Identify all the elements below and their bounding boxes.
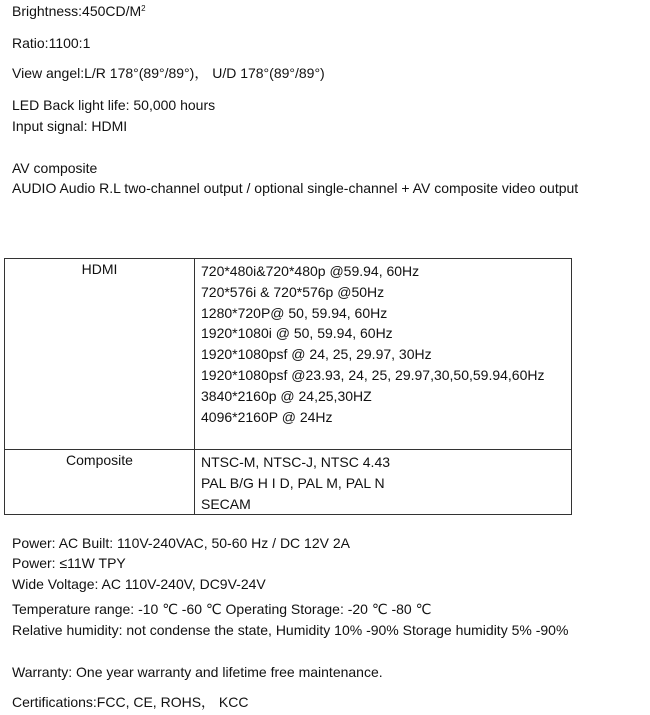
wide-voltage-spec: Wide Voltage: AC 110V-240V, DC9V-24V xyxy=(12,576,266,592)
composite-label: Composite xyxy=(5,450,195,515)
hdmi-format-item: 720*480i&720*480p @59.94, 60Hz xyxy=(201,263,420,279)
input-signal-spec: Input signal: HDMI xyxy=(12,118,128,134)
table-row-hdmi xyxy=(5,259,572,450)
signal-format-table xyxy=(4,258,572,515)
led-life-spec: LED Back light life: 50,000 hours xyxy=(12,97,216,113)
hdmi-formats xyxy=(195,259,572,450)
composite-formats xyxy=(195,450,572,515)
hdmi-format-item: 1920*1080i @ 50, 59.94, 60Hz xyxy=(201,325,393,342)
av-composite-spec: AV composite xyxy=(12,160,98,176)
hdmi-format-item: 720*576i & 720*576p @50Hz xyxy=(201,283,385,300)
power-tpy-spec: Power: ≤11W TPY xyxy=(12,555,126,571)
hdmi-format-item: 1920*1080psf @ 24, 25, 29.97, 30Hz xyxy=(201,346,432,363)
brightness-spec xyxy=(12,1,146,21)
hdmi-format-item: 3840*2160p @ 24,25,30HZ xyxy=(201,387,372,404)
brightness-text: Brightness:450CD/M xyxy=(12,3,142,19)
composite-format-item: NTSC-M, NTSC-J, NTSC 4.43 xyxy=(201,454,391,470)
power-ac-spec: Power: AC Built: 110V-240VAC, 50-60 Hz / DC 12V 2A xyxy=(12,535,350,551)
temperature-spec: Temperature range: -10 ℃ -60 ℃ Operating Storage: -20 ℃ -80 ℃ xyxy=(12,601,432,617)
audio-spec: AUDIO Audio R.L two-channel output / optional single-channel + AV composite video output xyxy=(12,180,579,196)
hdmi-format-item: 4096*2160P @ 24Hz xyxy=(201,408,333,425)
certifications-spec: Certifications:FCC, CE, ROHS， KCC xyxy=(12,694,249,710)
table-row-composite xyxy=(5,450,572,515)
hdmi-format-item: 1280*720P@ 50, 59.94, 60Hz xyxy=(201,304,388,321)
brightness-superscript: 2 xyxy=(141,4,146,13)
warranty-spec: Warranty: One year warranty and lifetime free maintenance. xyxy=(12,664,383,680)
view-angle-spec: View angel:L/R 178°(89°/89°)， U/D 178°(89°/89°) xyxy=(12,65,325,81)
hdmi-label: HDMI xyxy=(5,259,195,450)
humidity-spec: Relative humidity: not condense the state, Humidity 10% -90% Storage humidity 5% -90% xyxy=(12,622,569,638)
composite-format-item: SECAM xyxy=(201,495,251,512)
ratio-spec: Ratio:1100:1 xyxy=(12,35,91,51)
composite-format-item: PAL B/G H I D, PAL M, PAL N xyxy=(201,474,385,491)
hdmi-format-item: 1920*1080psf @23.93, 24, 25, 29.97,30,50,59.94,60Hz xyxy=(201,366,545,383)
